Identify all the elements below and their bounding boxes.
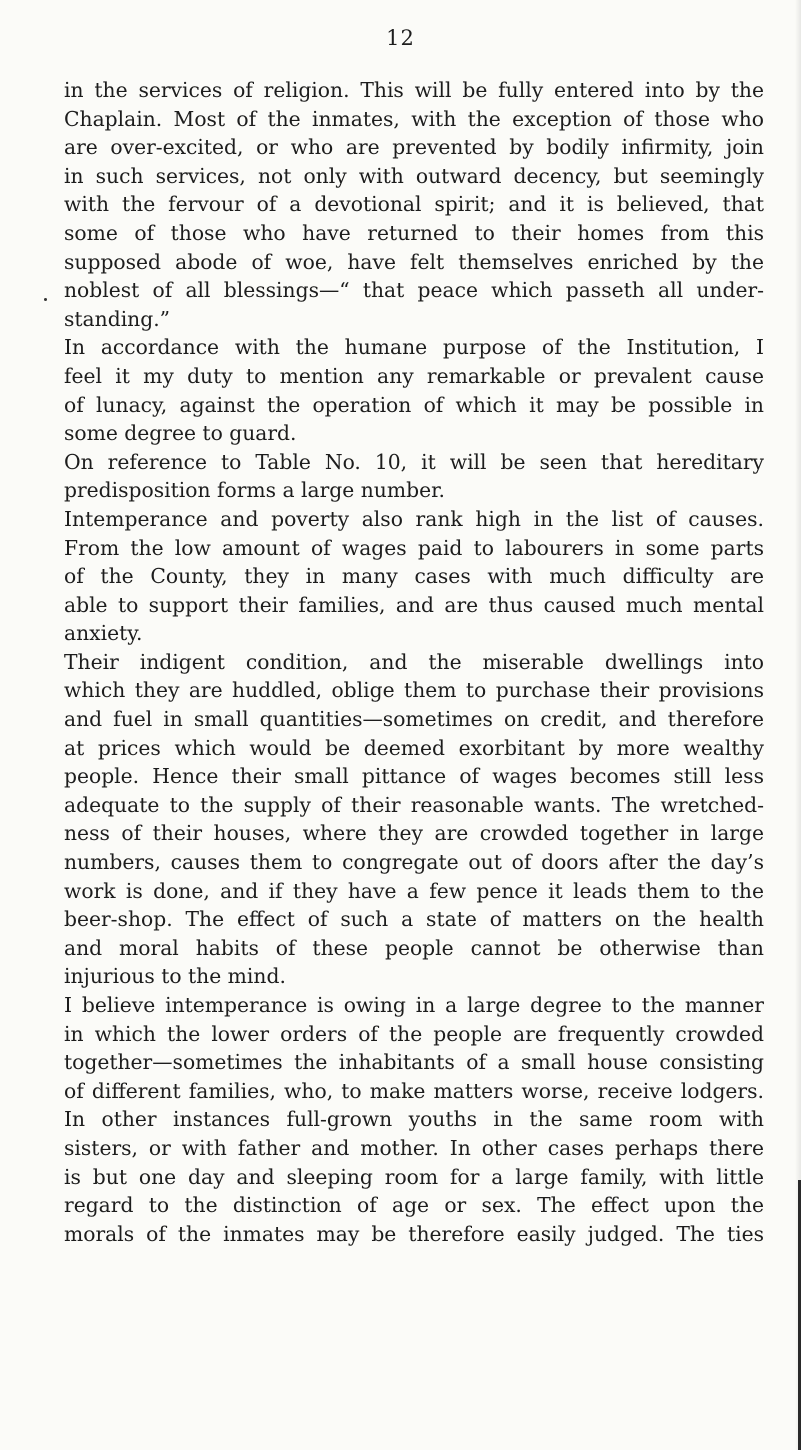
text-line: and moral habits of these people cannot be otherwise than	[64, 935, 764, 960]
text-line: adequate to the supply of their reasonable wants. The wretched-	[64, 792, 764, 817]
text-line: Chaplain. Most of the inmates, with the exception of those who	[64, 106, 764, 131]
text-line: Their indigent condition, and the miserable dwellings into	[64, 649, 764, 674]
text-line: On reference to Table No. 10, it will be seen that hereditary	[64, 449, 764, 474]
text-line: in which the lower orders of the people are frequently crowded	[64, 1021, 764, 1046]
text-line: numbers, causes them to congregate out of doors after the day’s	[64, 850, 764, 875]
body-text	[64, 76, 764, 1248]
text-line: regard to the distinction of age or sex. The effect upon the	[64, 1193, 764, 1218]
page-number: 12	[386, 26, 415, 50]
text-line: in the services of religion. This will be fully entered into by the	[64, 78, 764, 102]
text-line: is but one day and sleeping room for a large family, with little	[64, 1164, 764, 1189]
text-line: morals of the inmates may be therefore easily judged. The ties	[64, 1221, 764, 1246]
text-line: work is done, and if they have a few pence it leads them to the	[64, 878, 764, 903]
text-line: From the low amount of wages paid to labourers in some parts	[64, 535, 764, 560]
text-line: noblest of all blessings—“ that peace which passeth all under-	[64, 278, 764, 303]
text-line: at prices which would be deemed exorbitant by more wealthy	[64, 735, 764, 760]
text-line: some of those who have returned to their homes from this	[64, 220, 764, 245]
text-line: people. Hence their small pittance of wages becomes still less	[64, 764, 764, 789]
text-line: beer-shop. The effect of such a state of matters on the health	[64, 907, 764, 932]
text-line: are over-excited, or who are prevented by bodily infirmity, join	[64, 135, 764, 160]
text-line: predisposition forms a large number.	[64, 478, 445, 503]
text-line: of the County, they in many cases with much difficulty are	[64, 564, 764, 589]
text-line: Intemperance and poverty also rank high in the list of causes.	[64, 506, 764, 531]
text-line: with the fervour of a devotional spirit; and it is believed, that	[64, 192, 764, 217]
margin-mark	[44, 298, 47, 301]
text-line: together—sometimes the inhabitants of a small house consisting	[64, 1050, 764, 1075]
text-line: In other instances full-grown youths in the same room with	[64, 1107, 764, 1132]
text-line: able to support their families, and are thus caused much mental	[64, 592, 764, 617]
text-line: supposed abode of woe, have felt themselves enriched by the	[64, 249, 764, 274]
text-line: injurious to the mind.	[64, 964, 286, 989]
text-line: in such services, not only with outward decency, but seemingly	[64, 163, 764, 188]
text-line: In accordance with the humane purpose of the Institution, I	[64, 335, 764, 360]
text-line: standing.”	[64, 306, 171, 331]
text-line: anxiety.	[64, 621, 143, 646]
text-line: of different families, who, to make matters worse, receive lodgers.	[64, 1078, 764, 1103]
text-line: and fuel in small quantities—sometimes on credit, and therefore	[64, 707, 764, 732]
text-line: sisters, or with father and mother. In other cases perhaps there	[64, 1135, 764, 1160]
text-line: some degree to guard.	[64, 421, 297, 446]
text-line: of lunacy, against the operation of which it may be possible in	[64, 392, 764, 417]
text-line: ness of their houses, where they are crowded together in large	[64, 821, 764, 846]
text-line: feel it my duty to mention any remarkable or prevalent cause	[64, 363, 764, 388]
text-line: I believe intemperance is owing in a large degree to the manner	[64, 993, 764, 1017]
text-line: which they are huddled, oblige them to purchase their provisions	[64, 678, 764, 703]
